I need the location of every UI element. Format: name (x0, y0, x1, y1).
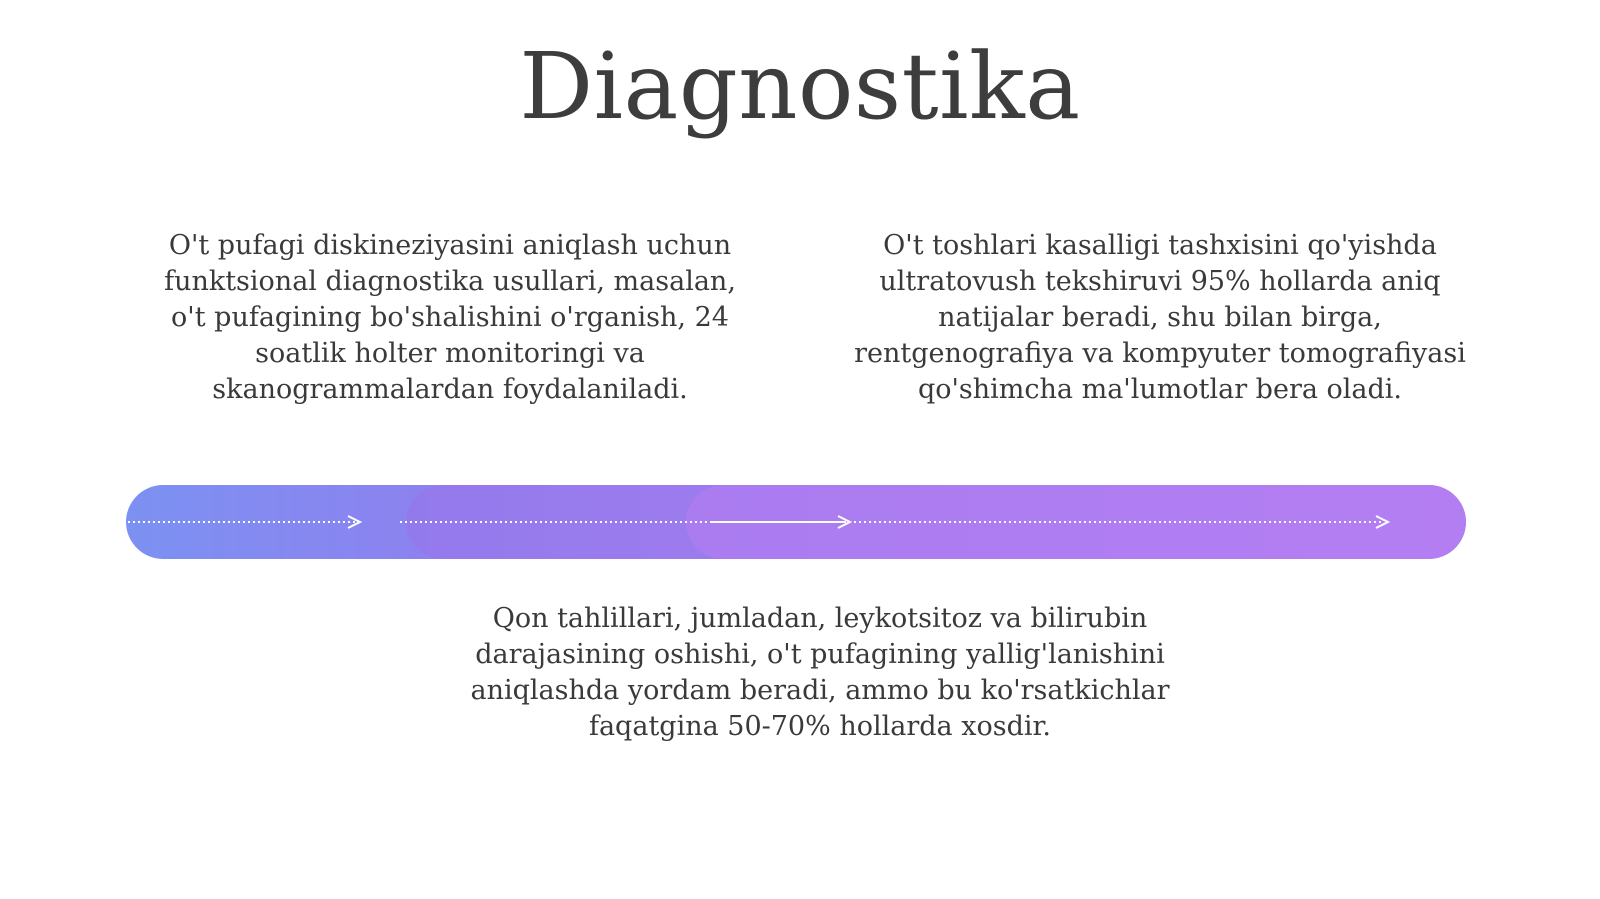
timeline-arrows (126, 485, 1466, 559)
text-block-right: O't toshlari kasalligi tashxisini qo'yishda ultratovush tekshiruvi 95% hollarda aniq natijalar beradi, shu bilan birga, rentgenografiya va kompyuter tomografiyasi qo'shimcha ma'lumotlar bera oladi. (854, 230, 1466, 405)
text-block-bottom: Qon tahlillari, jumladan, leykotsitoz va bilirubin darajasining oshishi, o't pufagining yallig'lanishini aniqlashda yordam beradi, ammo bu ko'rsatkichlar faqatgina 50-70% hollarda xosdir. (470, 603, 1170, 742)
arrow-head-3-icon (1376, 516, 1388, 528)
text-block-left: O't pufagi diskineziyasini aniqlash uchun funktsional diagnostika usullari, masalan, o't pufagining bo'shalishini o'rganish, 24 soatlik holter monitoringi va skanogrammalardan foydalaniladi. (164, 230, 736, 405)
slide-title: Diagnostika (519, 33, 1081, 140)
